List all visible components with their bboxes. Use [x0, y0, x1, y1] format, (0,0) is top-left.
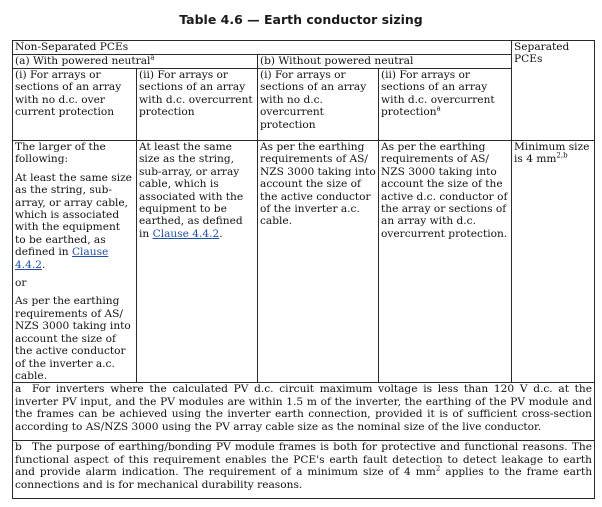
cell-b-i: As per the earthing requirements of AS/ NZS 3000 taking into account the size of the active conductor of the inverter a.c. cable. [258, 141, 379, 383]
header-non-separated: Non-Separated PCEs [13, 41, 512, 55]
body-row [13, 141, 595, 383]
header-with-neutral-label: (a) With powered neutral [15, 55, 151, 67]
subheader-b-i: (i) For arrays or sections of an array with no d.c. overcurrent protection [258, 69, 379, 141]
cell-b-ii: As per the earthing requirements of AS/ NZS 3000 taking into account the size of the active d.c. conductor of the array or sections of an array with d.c. overcurrent protection. [379, 141, 512, 383]
footnote-a [13, 383, 595, 441]
earth-conductor-table [12, 40, 595, 499]
subheader-row [13, 69, 595, 141]
header-separated: Separated PCEs [512, 41, 595, 141]
subheader-a-i: (i) For arrays or sections of an array with no d.c. over current protection [13, 69, 137, 141]
footnote-ref-2b: 2,b [556, 151, 568, 160]
note-b-row [13, 441, 595, 499]
header-row-2 [13, 55, 595, 69]
cell-a-i-option-1-end: . [41, 258, 46, 271]
cell-a-i-option-2: As per the earthing requirements of AS/ NZS 3000 taking into account the size of the active conductor of the inverter a.c. cable. [15, 295, 131, 382]
table-title: Table 4.6 — Earth conductor sizing [179, 12, 423, 27]
clause-4-4-2-link[interactable]: Clause 4.4.2 [15, 246, 109, 271]
header-without-neutral: (b) Without powered neutral [258, 55, 512, 69]
footnote-b-marker: b [15, 441, 22, 454]
cell-a-ii-text: At least the same size as the string, sub-array, or array cable, which is associated with the equipment to be earthed, as defined in [139, 141, 244, 240]
cell-a-i-intro: The larger of the following: [15, 141, 106, 166]
cell-separated-text: Minimum size is 4 mm [514, 141, 590, 166]
footnote-b-text-1: The purpose of earthing/bonding PV module frames is both for protective and functional reasons. The functional aspect of this requirement enables the PCE's earth fault detection to detect leakage to earth and provide alarm indication. The requirement of a minimum size of 4 mm [15, 441, 593, 479]
cell-a-i-or: or [15, 277, 27, 290]
subheader-a-ii: (ii) For arrays or sections of an array with d.c. overcurrent protection [137, 69, 258, 141]
footnote-b [13, 441, 595, 499]
cell-a-ii-end: . [219, 227, 223, 240]
footnote-a-text: For inverters where the calculated PV d.c. circuit maximum voltage is less than 120 V d.c. at the inverter PV input, and the PV modules are within 1.5 m of the inverter, the earthing of the PV module and the frames can be achieved using the inverter earth connection, provided it is of sufficient cross-section according to AS/NZS 3000 using the PV array cable size as the nominal size of the live conductor. [15, 383, 593, 433]
note-a-row [13, 383, 595, 441]
cell-separated [512, 141, 595, 383]
cell-a-ii [137, 141, 258, 383]
header-row-1 [13, 41, 595, 55]
footnote-ref-a-2: a [436, 104, 441, 113]
cell-a-i [13, 141, 137, 383]
subheader-b-ii-label: (ii) For arrays or sections of an array with d.c. overcurrent protection [381, 69, 495, 119]
footnote-a-marker: a [15, 383, 22, 396]
header-with-neutral [13, 55, 258, 69]
footnote-ref-a: a [150, 54, 155, 62]
cell-a-i-option-1-text: At least the same size as the string, sub-array, or array cable, which is associated with the equipment to be earthed, as defined in [15, 171, 132, 259]
cell-a-i-option-1 [15, 172, 134, 271]
footnote-b-sup: 2 [435, 464, 441, 473]
subheader-b-ii [379, 69, 512, 141]
footnote-b-text-2: applies to the frame earth connections and is for mechanical durability reasons. [15, 466, 593, 491]
clause-4-4-2-link-2[interactable]: Clause 4.4.2 [152, 227, 220, 240]
